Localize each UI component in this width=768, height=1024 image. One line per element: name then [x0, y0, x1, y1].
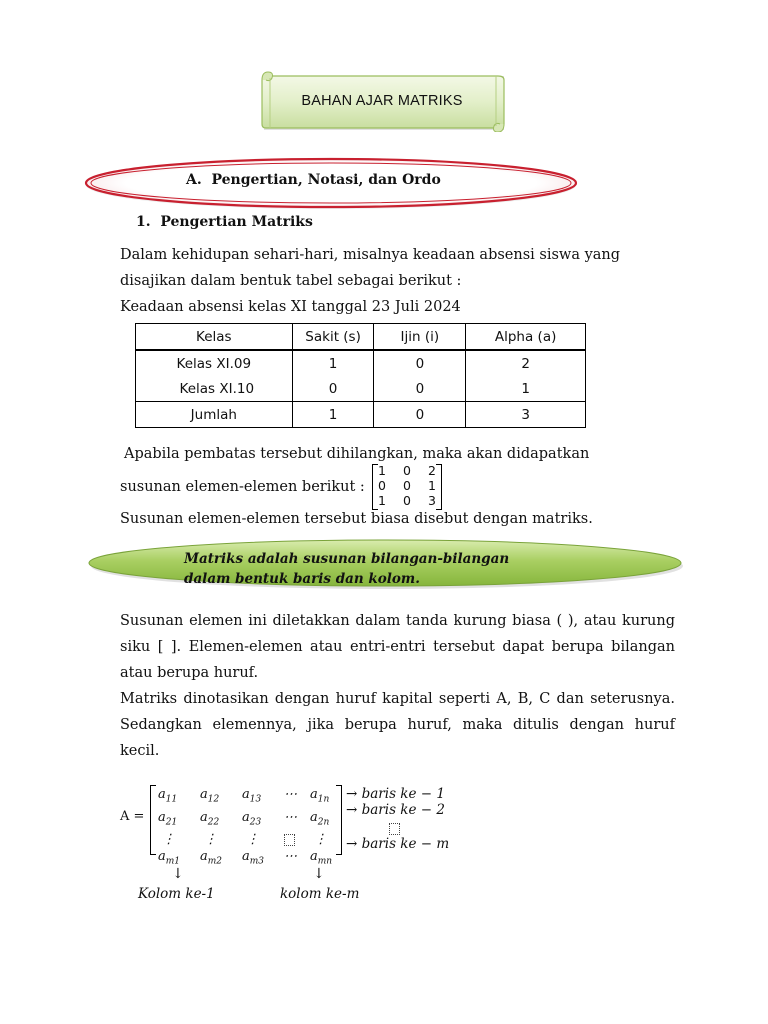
table-row	[136, 402, 586, 428]
table-cell: 0	[374, 376, 466, 402]
section-title: A. Pengertian, Notasi, dan Ordo	[186, 172, 441, 188]
intro-line-2: disajikan dalam bentuk tabel sebagai berikut :	[120, 273, 462, 289]
matrix-cell: 1	[428, 478, 436, 493]
after-table-line-2: susunan elemen-elemen berikut :	[120, 479, 365, 495]
after-table-line-3: Susunan elemen-elemen tersebut biasa disebut dengan matriks.	[120, 511, 593, 527]
table-cell: 2	[466, 350, 586, 376]
body-line: Matriks dinotasikan dengan huruf kapital seperti A, B, C dan seterusnya.	[120, 691, 675, 707]
body-line: atau berupa huruf.	[120, 665, 259, 681]
matrix-cell: 0	[403, 463, 411, 478]
table-header-row	[136, 324, 586, 351]
table-cell: 1	[292, 402, 374, 428]
table-cell: Kelas XI.09	[136, 350, 293, 376]
intro-line-1: Dalam kehidupan sehari-hari, misalnya keadaan absensi siswa yang	[120, 247, 621, 263]
placeholder-box-icon	[389, 818, 400, 837]
body-line: Sedangkan elemennya, jika berupa huruf, maka ditulis dengan huruf	[120, 717, 675, 733]
body-paragraph-1	[120, 608, 675, 686]
matrix-cell: 2	[428, 463, 436, 478]
attendance-table	[135, 323, 586, 428]
column-label-m: kolom ke-m	[280, 886, 360, 902]
intro-paragraph	[120, 242, 620, 320]
matrix-cell: 3	[428, 493, 436, 508]
matrix-cell: 0	[403, 493, 411, 508]
matrix-cell: 1	[378, 493, 386, 508]
table-cell: Kelas XI.10	[136, 376, 293, 402]
row-label-1: → baris ke − 1	[346, 786, 445, 802]
placeholder-box-icon	[284, 834, 295, 846]
table-row	[136, 350, 586, 376]
matrix-cell: 1	[378, 463, 386, 478]
table-cell: 1	[466, 376, 586, 402]
subsection-title: 1. Pengertian Matriks	[136, 214, 313, 230]
body-line: kecil.	[120, 743, 160, 759]
table-cell: 0	[374, 350, 466, 376]
intro-line-3: Keadaan absensi kelas XI tanggal 23 Juli 2024	[120, 299, 461, 315]
row-label-2: → baris ke − 2	[346, 802, 445, 818]
table-header: Sakit (s)	[292, 324, 374, 351]
column-label-1: Kolom ke-1	[138, 886, 215, 902]
table-header: Alpha (a)	[466, 324, 586, 351]
matrix-cell: 0	[378, 478, 386, 493]
down-arrow-icon: ↓	[172, 866, 184, 882]
down-arrow-icon: ↓	[313, 866, 325, 882]
table-cell: 3	[466, 402, 586, 428]
definition-line-2: dalam bentuk baris dan kolom.	[184, 571, 420, 587]
matrix-cell: 0	[403, 478, 411, 493]
table-cell: 1	[292, 350, 374, 376]
table-cell: 0	[292, 376, 374, 402]
definition-line-1: Matriks adalah susunan bilangan-bilangan	[184, 551, 510, 567]
definition-text	[184, 549, 509, 589]
banner-title: BAHAN AJAR MATRIKS	[301, 93, 463, 109]
table-header: Ijin (i)	[374, 324, 466, 351]
table-cell: Jumlah	[136, 402, 293, 428]
example-matrix	[372, 463, 442, 509]
table-cell: 0	[374, 402, 466, 428]
general-matrix: $a_{11}$ $a_{12}$ $a_{13}$ ⋯ $a_{1n}$ $a_{21}$ $a_{22}$ $a_{23}$ ⋯ $a_{2n}$ ⋮ ⋮ ⋮ ⋮ $a_{m1}$ $a_{m2}$ $a_{m3}$ ⋯ $a_{mn}$	[150, 784, 342, 854]
body-line: Susunan elemen ini diletakkan dalam tanda kurung biasa ( ), atau kurung	[120, 613, 675, 629]
after-table-line-1: Apabila pembatas tersebut dihilangkan, maka akan didapatkan	[124, 446, 590, 462]
table-header: Kelas	[136, 324, 293, 351]
body-paragraph-2	[120, 686, 675, 764]
table-row	[136, 376, 586, 402]
row-label-m: → baris ke − m	[346, 836, 450, 852]
body-line: siku [ ]. Elemen-elemen atau entri-entri tersebut dapat berupa bilangan	[120, 639, 675, 655]
matrix-label: A =	[120, 809, 145, 824]
